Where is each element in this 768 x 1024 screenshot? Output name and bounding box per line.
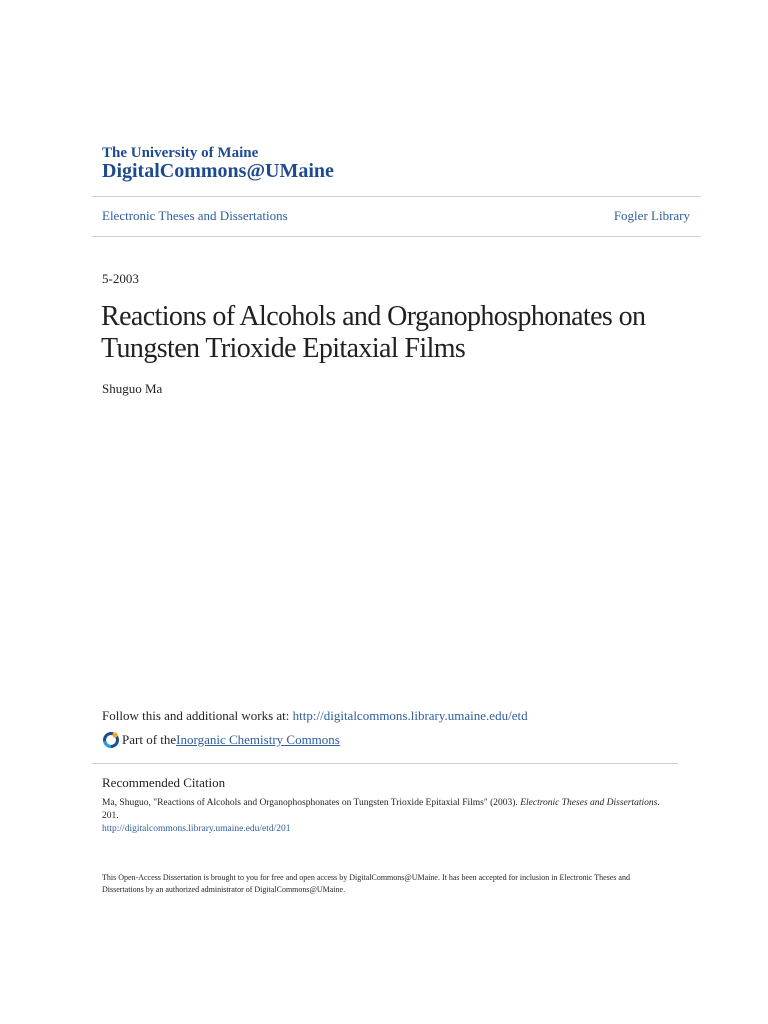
document-title: Reactions of Alcohols and Organophosphonates on Tungsten Trioxide Epitaxial Films bbox=[101, 301, 646, 364]
open-access-note: This Open-Access Dissertation is brought to you for free and open access by DigitalCommons@UMaine. It has been accepted for inclusion in Electronic Theses and Dissertations by an authorized administrator of DigitalCommons@UMaine. bbox=[102, 873, 630, 894]
citation-number: . 201. bbox=[102, 798, 660, 821]
author-name: Shuguo Ma bbox=[102, 381, 163, 396]
repository-name[interactable]: DigitalCommons@UMaine bbox=[102, 160, 334, 182]
collection-link[interactable]: Electronic Theses and Dissertations bbox=[102, 208, 288, 223]
inorganic-chemistry-commons-link[interactable]: Inorganic Chemistry Commons bbox=[176, 732, 340, 747]
commons-network-icon bbox=[102, 731, 120, 749]
citation-url-link[interactable]: http://digitalcommons.library.umaine.edu/etd/201 bbox=[102, 824, 291, 834]
follow-label: Follow this and additional works at: bbox=[102, 708, 293, 723]
citation-heading: Recommended Citation bbox=[102, 775, 226, 790]
citation-text bbox=[102, 797, 662, 823]
citation-series: Electronic Theses and Dissertations bbox=[520, 798, 658, 808]
divider-nav bbox=[92, 236, 701, 237]
publication-date: 5-2003 bbox=[102, 271, 139, 286]
divider-top bbox=[92, 196, 701, 197]
part-of-label: Part of the bbox=[122, 732, 177, 747]
part-of-line bbox=[102, 731, 340, 749]
divider-citation bbox=[92, 763, 678, 764]
library-link[interactable]: Fogler Library bbox=[613, 208, 690, 223]
follow-line bbox=[102, 708, 528, 724]
follow-url-link[interactable]: http://digitalcommons.library.umaine.edu/etd bbox=[292, 708, 528, 723]
citation-plain: Ma, Shuguo, "Reactions of Alcohols and Organophosphonates on Tungsten Trioxide Epitaxial Films" (2003). bbox=[102, 798, 521, 808]
university-name: The University of Maine bbox=[102, 145, 259, 161]
